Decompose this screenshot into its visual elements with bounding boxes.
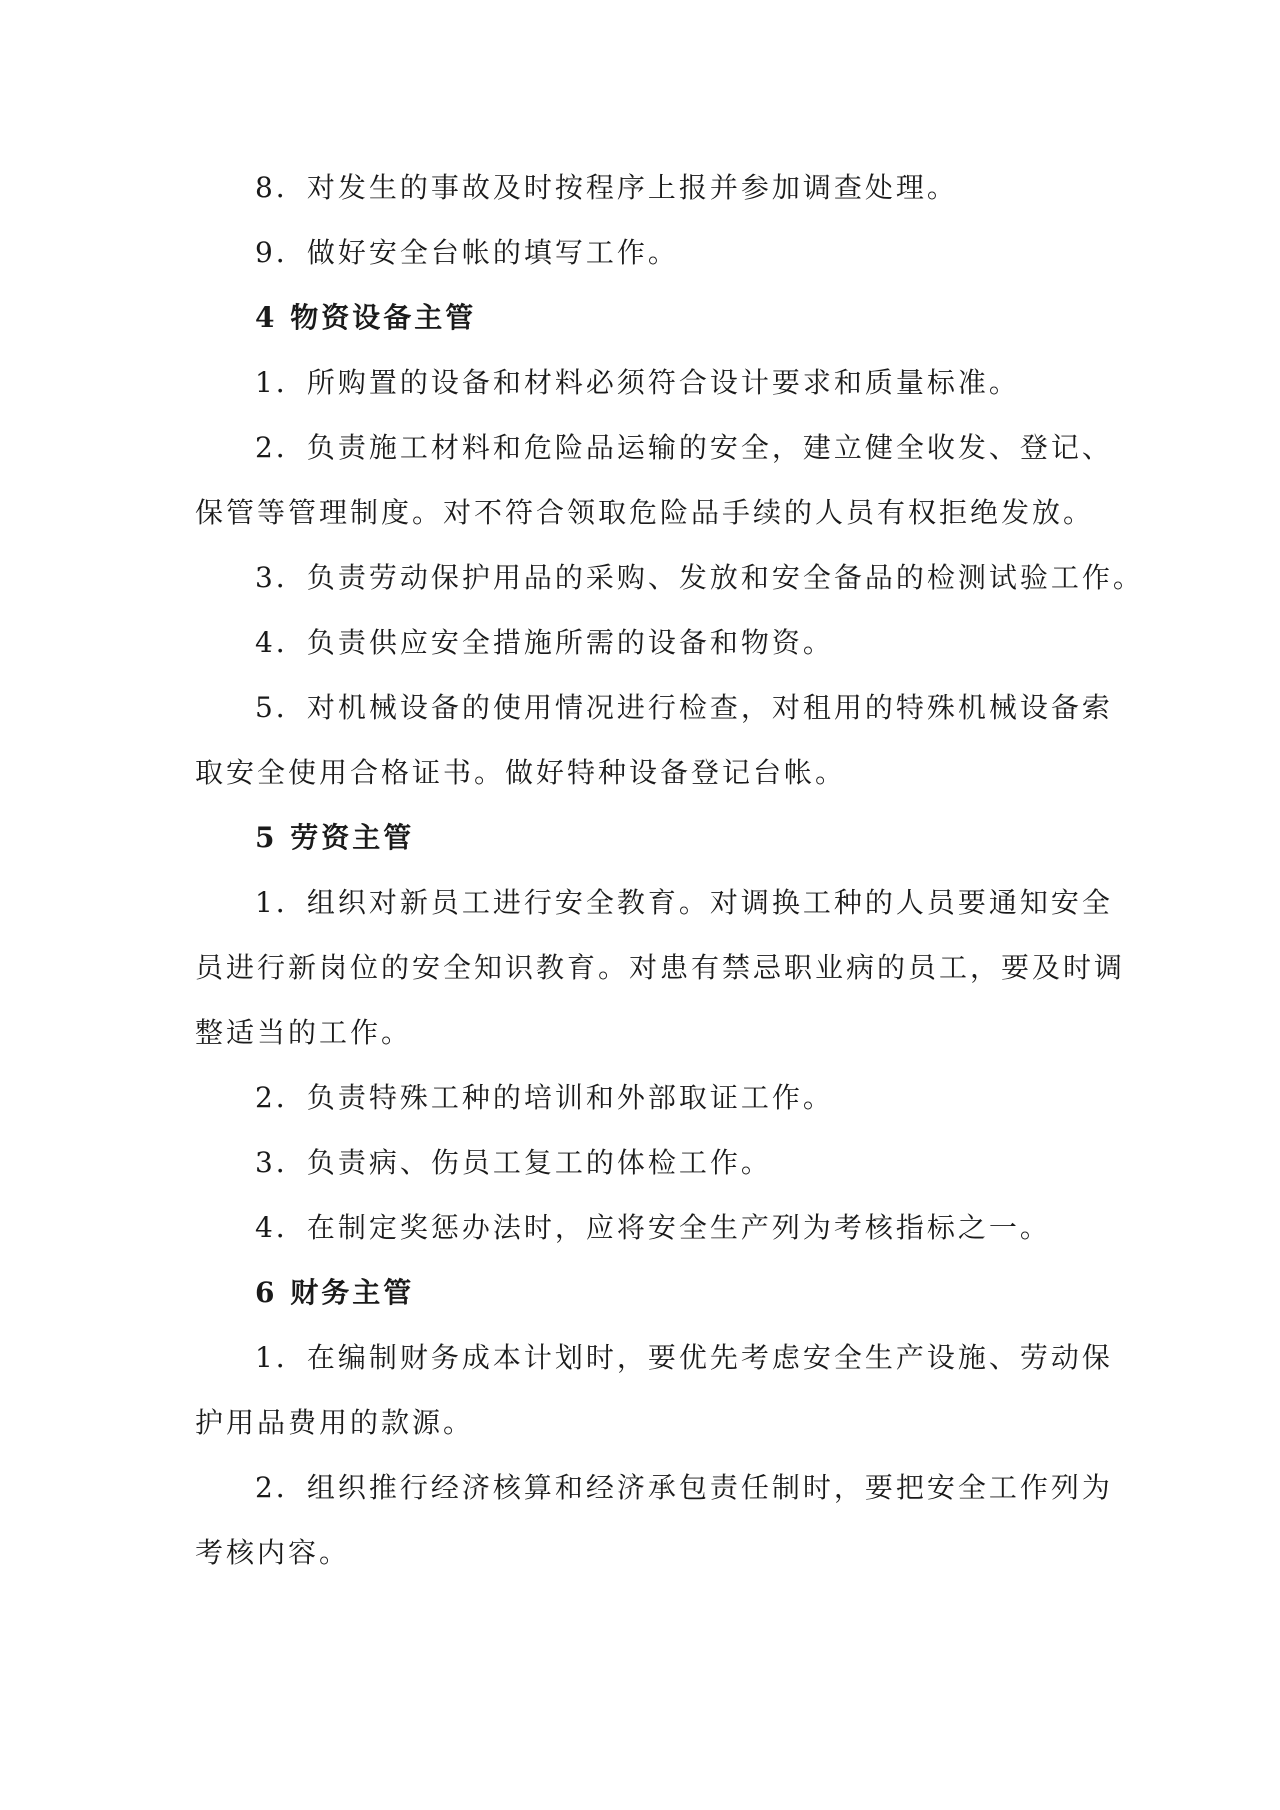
list-item-2-economic-accounting: 2．组织推行经济核算和经济承包责任制时，要把安全工作列为 [255, 1471, 1113, 1504]
list-item-4-incentives: 4．在制定奖惩办法时，应将安全生产列为考核指标之一。 [255, 1211, 1051, 1244]
list-item-1-continuation-b: 整适当的工作。 [195, 1016, 413, 1049]
list-item-1-continuation: 护用品费用的款源。 [195, 1406, 475, 1439]
list-item-1-procurement: 1．所购置的设备和材料必须符合设计要求和质量标准。 [255, 366, 1020, 399]
list-item-2-continuation: 考核内容。 [195, 1536, 351, 1569]
section-heading-materials-equipment: 4 物资设备主管 [255, 301, 477, 334]
list-item-4-supply: 4．负责供应安全措施所需的设备和物资。 [255, 626, 834, 659]
list-item-8-accident-reporting: 8．对发生的事故及时按程序上报并参加调查处理。 [255, 171, 958, 204]
list-item-3-protective-gear: 3．负责劳动保护用品的采购、发放和安全备品的检测试验工作。 [255, 561, 1144, 594]
section-heading-finance: 6 财务主管 [255, 1276, 415, 1309]
list-item-1-new-staff-education: 1．组织对新员工进行安全教育。对调换工种的人员要通知安全 [255, 886, 1113, 919]
list-item-2-continuation: 保管等管理制度。对不符合领取危险品手续的人员有权拒绝发放。 [195, 496, 1095, 529]
list-item-1-budget-plan: 1．在编制财务成本计划时，要优先考虑安全生产设施、劳动保 [255, 1341, 1113, 1374]
list-item-2-transport-safety: 2．负责施工材料和危险品运输的安全，建立健全收发、登记、 [255, 431, 1113, 464]
list-item-3-health-check: 3．负责病、伤员工复工的体检工作。 [255, 1146, 772, 1179]
section-heading-labor: 5 劳资主管 [255, 821, 415, 854]
list-item-1-continuation-a: 员进行新岗位的安全知识教育。对患有禁忌职业病的员工，要及时调 [195, 951, 1126, 984]
list-item-2-special-training: 2．负责特殊工种的培训和外部取证工作。 [255, 1081, 834, 1114]
list-item-5-machinery-inspection: 5．对机械设备的使用情况进行检查，对租用的特殊机械设备索 [255, 691, 1113, 724]
list-item-9-safety-ledger: 9．做好安全台帐的填写工作。 [255, 236, 679, 269]
list-item-5-continuation: 取安全使用合格证书。做好特种设备登记台帐。 [195, 756, 847, 789]
